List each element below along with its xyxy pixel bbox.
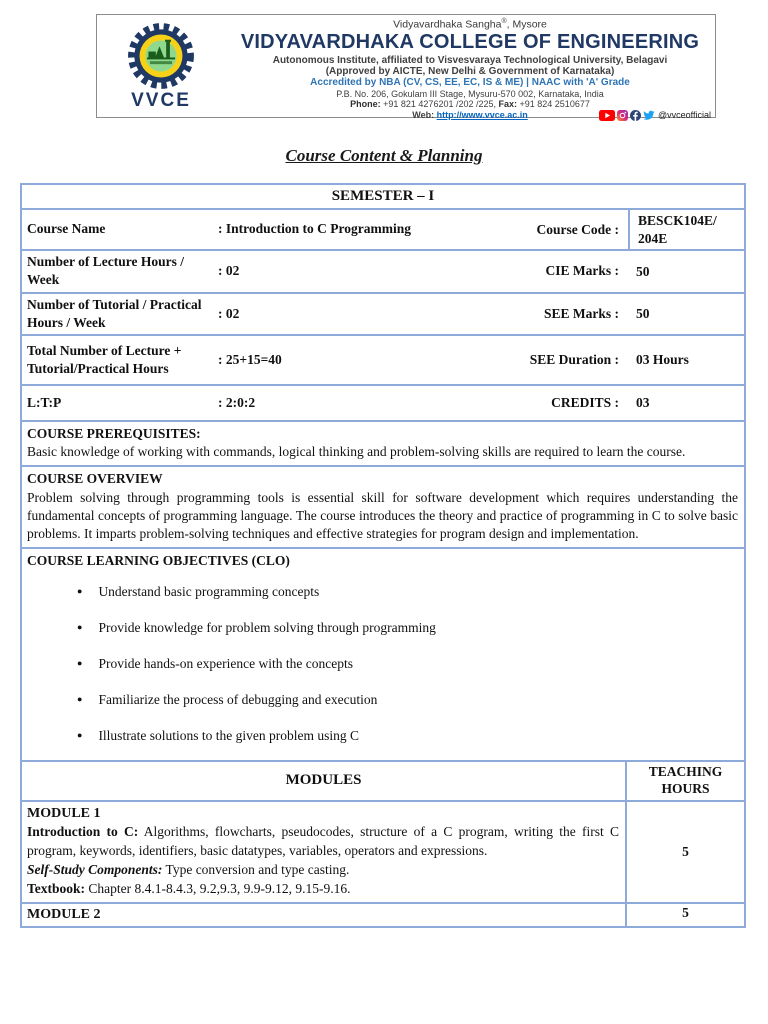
sangha-line: Vidyavardhaka Sangha®, Mysore <box>393 18 547 31</box>
clo-item-text: Illustrate solutions to the given problem using C <box>98 728 360 744</box>
list-item <box>77 655 738 673</box>
list-item <box>77 583 738 601</box>
course-name-label: Course Name <box>27 221 106 237</box>
modules-header-label: MODULES <box>285 772 362 789</box>
credits-value: 03 <box>636 395 650 411</box>
registered-mark: ® <box>501 18 507 25</box>
page-title: Course Content & Planning <box>285 146 483 165</box>
module-2-row <box>22 904 744 926</box>
list-item <box>77 691 738 709</box>
tutorial-hours-value: : 02 <box>218 305 240 321</box>
module-1-title: MODULE 1 <box>27 805 101 821</box>
credits-label: CREDITS : <box>551 394 619 410</box>
course-code-label: Course Code : <box>536 221 619 237</box>
web-line <box>225 110 715 124</box>
list-item <box>77 619 738 637</box>
table-row <box>22 210 744 251</box>
clo-title: COURSE LEARNING OBJECTIVES (CLO) <box>27 553 290 569</box>
prerequisites-body: Basic knowledge of working with commands, logical thinking and problem-solving skills are required to learn the course. <box>27 444 686 460</box>
overview-body: Problem solving through programming tools is essential skill for software development which requires understanding the fundamental concepts of programming language. The course introduces the theory and practice of programming in C to solve basic problems. It imparts problem-solving techniques and effective strategies for program design and implementation. <box>27 489 738 542</box>
module-1-selfstudy: Self-Study Components: Type conversion and type casting. <box>27 861 350 877</box>
clo-section <box>22 549 744 761</box>
bullet-icon: ● <box>77 657 83 668</box>
facebook-icon[interactable] <box>630 110 641 121</box>
module-1-content <box>22 802 625 902</box>
bullet-icon: ● <box>77 694 83 705</box>
bullet-icon: ● <box>77 621 83 632</box>
accreditation-line: Accredited by NBA (CV, CS, EE, EC, IS & ME) | NAAC with 'A' Grade <box>310 76 630 88</box>
table-row <box>22 294 744 336</box>
clo-item-text: Understand basic programming concepts <box>98 583 320 599</box>
lecture-hours-label: Number of Lecture Hours / Week <box>27 254 184 288</box>
course-table <box>20 183 746 928</box>
clo-list <box>27 583 738 746</box>
prerequisites-section <box>22 422 744 467</box>
see-marks-label: SEE Marks : <box>543 305 619 321</box>
lecture-hours-value: : 02 <box>218 263 240 279</box>
teaching-hours-header: TEACHING HOURS <box>625 762 744 800</box>
twitter-icon[interactable] <box>643 110 655 121</box>
table-row <box>22 251 744 293</box>
clo-item-text: Provide hands-on experience with the concepts <box>98 655 353 671</box>
see-duration-value: 03 Hours <box>636 352 689 368</box>
approval-line: (Approved by AICTE, New Delhi & Government of Karnataka) <box>325 65 615 77</box>
overview-title: COURSE OVERVIEW <box>27 471 163 487</box>
module-1-textbook: Textbook: Chapter 8.4.1-8.4.3, 9.2,9.3, 9.9-9.12, 9.15-9.16. <box>27 880 351 896</box>
clo-item-text: Familiarize the process of debugging and execution <box>98 692 378 708</box>
module-1-row <box>22 802 744 904</box>
module-1-description: Introduction to C: Algorithms, flowcharts, pseudocodes, structure of a C program, writing the first C program, keywords, identifiers, basic datatypes, variables, operators and expressions. <box>27 824 620 859</box>
clo-item-text: Provide knowledge for problem solving through programming <box>98 619 436 635</box>
module-2-title: MODULE 2 <box>27 906 101 922</box>
see-marks-value: 50 <box>636 305 650 321</box>
bullet-icon: ● <box>77 585 83 596</box>
total-hours-label: Total Number of Lecture + Tutorial/Practical Hours <box>27 342 182 376</box>
list-item <box>77 727 738 745</box>
tutorial-hours-label: Number of Tutorial / Practical Hours / Week <box>27 296 202 330</box>
website-link[interactable]: http://www.vvce.ac.in <box>436 109 528 120</box>
college-letterhead <box>96 14 716 118</box>
phone-line: Phone: +91 821 4276201 /202 /225, Fax: +91 824 2510677 <box>350 98 590 109</box>
logo-acronym: VVCE <box>131 90 191 111</box>
college-emblem-icon <box>124 19 198 93</box>
web-label: Web: <box>412 109 437 120</box>
address-line: P.B. No. 206, Gokulam III Stage, Mysuru-570 002, Karnataka, India <box>336 88 604 99</box>
course-code-value: BESCK104E/ 204E <box>628 210 744 249</box>
module-2-hours: 5 <box>625 904 744 926</box>
letterhead-text <box>225 15 715 120</box>
see-duration-label: SEE Duration : <box>529 351 619 367</box>
table-row <box>22 386 744 422</box>
table-row <box>22 336 744 386</box>
instagram-icon[interactable] <box>617 110 628 121</box>
module-1-hours: 5 <box>625 802 744 902</box>
course-name-value: : Introduction to C Programming <box>218 221 411 237</box>
ltp-label: L:T:P <box>27 394 62 410</box>
youtube-icon[interactable] <box>599 110 615 121</box>
total-hours-value: : 25+15=40 <box>218 351 282 367</box>
cie-marks-label: CIE Marks : <box>545 263 619 279</box>
affiliation-line: Autonomous Institute, affiliated to Visvesvaraya Technological University, Belagavi <box>272 54 668 66</box>
social-handle: @vvceofficial <box>658 110 711 120</box>
modules-header-row <box>22 762 744 802</box>
ltp-value: : 2:0:2 <box>218 394 256 410</box>
semester-title: SEMESTER – I <box>331 188 435 204</box>
college-name: VIDYAVARDHAKA COLLEGE OF ENGINEERING <box>240 30 700 53</box>
college-logo-block <box>97 15 225 117</box>
cie-marks-value: 50 <box>636 263 650 279</box>
prerequisites-title: COURSE PREREQUISITES: <box>27 425 201 441</box>
semester-header-row <box>22 185 744 210</box>
social-icons-row <box>599 110 711 121</box>
overview-section <box>22 467 744 549</box>
bullet-icon: ● <box>77 730 83 741</box>
